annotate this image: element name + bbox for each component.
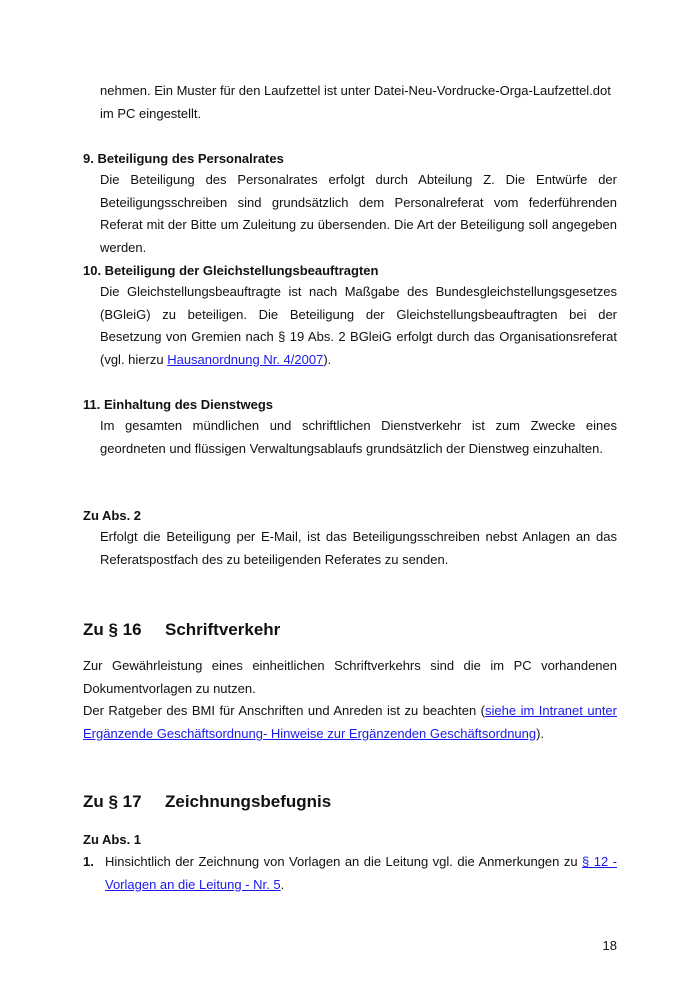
section-16-number: Zu § 16 bbox=[83, 620, 142, 639]
section-16-text-1: Zur Gewährleistung eines einheitlichen Schriftverkehrs sind die im PC vorhandenen Dokumentvorlagen zu nutzen. bbox=[83, 658, 617, 696]
continuation-paragraph bbox=[100, 80, 617, 125]
section-10-after: ). bbox=[323, 351, 332, 367]
list-item-body: Hinsichtlich der Zeichnung von Vorlagen an die Leitung vgl. die Anmerkungen zu bbox=[105, 854, 578, 869]
paragraph-12-link[interactable]: § 12 - Vorlagen an die Leitung - Nr. 5 bbox=[105, 854, 617, 892]
section-16-name: Schriftverkehr bbox=[165, 620, 281, 639]
intranet-link[interactable]: siehe im Intranet unter Ergänzende Geschäftsordnung- Hinweise zur Ergänzenden Geschäftsordnung bbox=[83, 703, 617, 741]
section-9-text: Die Beteiligung des Personalrates erfolgt durch Abteilung Z. Die Entwürfe der Beteiligungsschreiben sind grundsätzlich dem Personalreferat vom federführenden Referat mit der Bitte um Zuleitung zu übersenden. Die Art der Beteiligung soll angegeben werden. bbox=[100, 172, 617, 255]
section-10-text bbox=[100, 281, 617, 371]
page-number: 18 bbox=[602, 938, 617, 953]
list-item-number: 1. bbox=[83, 854, 94, 869]
section-16-title bbox=[83, 619, 280, 641]
continuation-line-2: im PC eingestellt. bbox=[100, 105, 202, 121]
section-9-heading: 9. Beteiligung des Personalrates bbox=[83, 151, 284, 166]
section-17-number: Zu § 17 bbox=[83, 792, 142, 811]
abs-2-text: Erfolgt die Beteiligung per E-Mail, ist das Beteiligungsschreiben nebst Anlagen an das Referatspostfach des zu beteiligenden Referates zu senden. bbox=[100, 529, 617, 567]
list-item-after: . bbox=[280, 876, 285, 892]
section-10-body: Die Gleichstellungsbeauftragte ist nach Maßgabe des Bundesgleichstellungsgesetzes (BGleiG) zu beteiligen. Die Beteiligung der Gleichstellungsbeauftragten bei der Besetzung von Gremien nach § 19 Abs. 2 BGleiG erfolgt durch das Organisationsreferat (vgl. hierzu bbox=[100, 284, 617, 367]
abs-2-heading: Zu Abs. 2 bbox=[83, 508, 142, 523]
section-16-after: ). bbox=[536, 725, 545, 741]
section-10-heading: 10. Beteiligung der Gleichstellungsbeauftragten bbox=[83, 263, 379, 278]
abs-1-heading: Zu Abs. 1 bbox=[83, 832, 142, 847]
section-11-text: Im gesamten mündlichen und schriftlichen Dienstverkehr ist zum Zwecke eines geordneten und flüssigen Verwaltungsablaufs grundsätzlich der Dienstweg einzuhalten. bbox=[100, 418, 617, 456]
section-16-ratgeber: Der Ratgeber des BMI für Anschriften und Anreden ist zu beachten ( bbox=[83, 703, 486, 718]
continuation-line-1: nehmen. Ein Muster für den Laufzettel ist unter Datei-Neu-Vordrucke-Orga-Laufzettel.dot bbox=[100, 83, 611, 98]
section-16-text-2 bbox=[83, 700, 617, 745]
section-17-name: Zeichnungsbefugnis bbox=[165, 792, 332, 811]
hausanordnung-link[interactable]: Hausanordnung Nr. 4/2007 bbox=[167, 351, 324, 367]
section-11-heading: 11. Einhaltung des Dienstwegs bbox=[83, 397, 273, 412]
list-item-text bbox=[105, 851, 617, 896]
section-17-title bbox=[83, 791, 331, 813]
